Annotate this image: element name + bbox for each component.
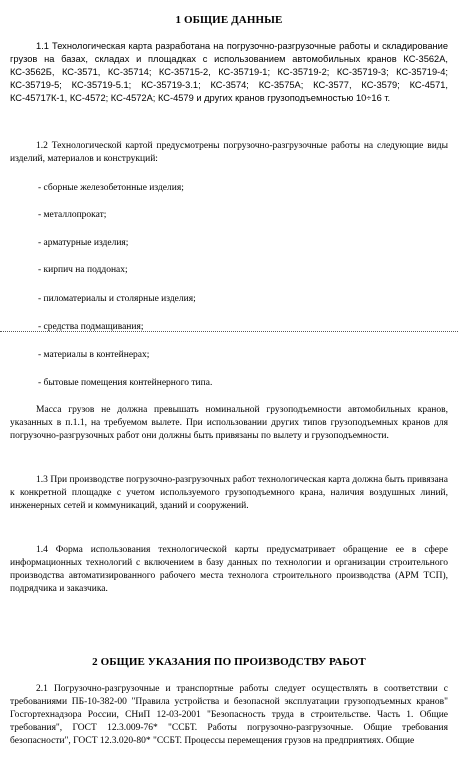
- paragraph-1-4: 1.4 Форма использования технологической карты предусматривает обращение ее в сфере информационных технологий с включением в базу данных по технологии и организации строительного производства автоматизированного рабочего места технолога строительного производства (АРМ ТСП), подрядчика и заказчика.: [10, 545, 448, 594]
- section-1-heading: 1 ОБЩИЕ ДАННЫЕ: [175, 14, 283, 26]
- list-item: - материалы в контейнерах;: [38, 350, 150, 360]
- list-item: - пиломатериалы и столярные изделия;: [38, 294, 196, 304]
- paragraph-1-3: 1.3 При производстве погрузочно-разгрузочных работ технологическая карта должна быть привязана к конкретной площадке с учетом используемого грузоподъемного крана, наличия воздушных линий, инженерных сетей и коммуникаций, зданий и сооружений.: [10, 475, 448, 511]
- paragraph-2-1: 2.1 Погрузочно-разгрузочные и транспортные работы следует осуществлять в соответствии с требованиями ПБ-10-382-00 "Правила устройства и безопасной эксплуатации грузоподъемных кранов" Госгортехнадзора России, СНиП 12-03-2001 "Безопасность труда в строительстве. Часть 1. Общие требования", ГОСТ 12.3.009-76* "ССБТ. Работы погрузочно-разгрузочные. Общие требования безопасности", ГОСТ 12.3.020-80* "ССБТ. Процессы перемещения грузов на предприятиях. Общие: [10, 684, 448, 746]
- list-item: - кирпич на поддонах;: [38, 265, 128, 275]
- list-item: - сборные железобетонные изделия;: [38, 183, 184, 193]
- paragraph-1-1: 1.1 Технологическая карта разработана на погрузочно-разгрузочные работы и складирование грузов на базах, складах и площадках с использованием автомобильных кранов КС-3562А, КС-3562Б, КС-3571, КС-35714; КС-35715-2, КС-35719-1; КС-35719-2; КС-35719-3; КС-35719-4; КС-35719-5; КС-35719-5.1; КС-35719-3.1; КС-3574; КС-3575А; КС-3577, КС-3579; КС-4571, КС-45717К-1, КС-4572; КС-4572А; КС-4579 и других кранов грузоподъемностью 10÷16 т.: [10, 41, 448, 103]
- page-break-line: [0, 331, 458, 332]
- list-item: - бытовые помещения контейнерного типа.: [38, 378, 213, 388]
- list-item: - металлопрокат;: [38, 210, 107, 220]
- section-2-heading: 2 ОБЩИЕ УКАЗАНИЯ ПО ПРОИЗВОДСТВУ РАБОТ: [92, 656, 366, 668]
- list-item: - средства подмащивания;: [38, 322, 144, 332]
- paragraph-1-2: 1.2 Технологической картой предусмотрены погрузочно-разгрузочные работы на следующие виды изделий, материалов и конструкций:: [10, 141, 448, 164]
- list-item: - арматурные изделия;: [38, 238, 129, 248]
- paragraph-mass: Масса грузов не должна превышать номинальной грузоподъемности автомобильных кранов, указанных в п.1.1, на требуемом вылете. При использовании других типов грузоподъемных кранов для погрузочно-разгрузочных работ они должны быть привязаны по вылету и грузоподъемности.: [10, 405, 448, 441]
